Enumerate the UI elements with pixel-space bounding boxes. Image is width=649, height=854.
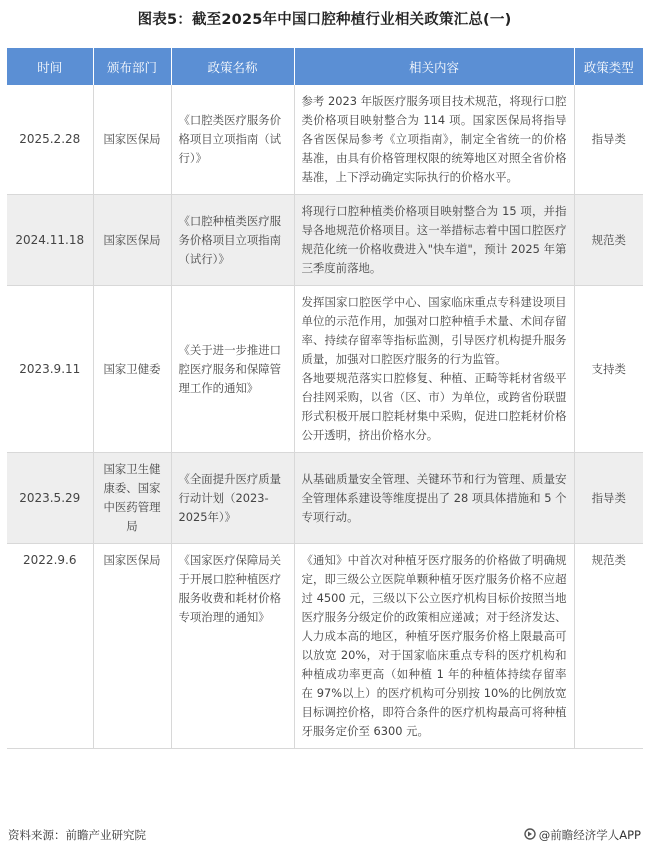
content-paragraph: 参考 2023 年版医疗服务项目技术规范，将现行口腔类价格项目映射整合为 114 项。国家医保局将指导各省医保局参考《立项指南》，制定全省统一的价格基准，由具有价格管理权限的统筹地区对照全省价格基准，上下浮动确定实际执行的价格水平。 xyxy=(301,94,567,184)
header-time: 时间 xyxy=(7,48,93,85)
chart-title: 图表5：截至2025年中国口腔种植行业相关政策汇总(一) xyxy=(137,12,512,28)
cell-policy-name: 《国家医疗保障局关于开展口腔种植医疗服务收费和耗材价格专项治理的通知》 xyxy=(171,544,294,749)
cell-policy-name: 《全面提升医疗质量行动计划（2023-2025年）》 xyxy=(171,453,294,544)
cell-time: 2023.9.11 xyxy=(7,286,93,453)
table-row xyxy=(7,195,643,286)
cell-content xyxy=(294,286,574,453)
cell-type: 指导类 xyxy=(574,85,643,195)
cell-time: 2025.2.28 xyxy=(7,85,93,195)
header-name: 政策名称 xyxy=(171,48,294,85)
table-row xyxy=(7,544,643,749)
source-note: 资料来源：前瞻产业研究院 xyxy=(8,828,146,842)
cell-type: 指导类 xyxy=(574,453,643,544)
cell-policy-name: 《口腔种植类医疗服务价格项目立项指南（试行）》 xyxy=(171,195,294,286)
brand-credit xyxy=(524,827,641,843)
cell-type: 规范类 xyxy=(574,195,643,286)
content-paragraph: 《通知》中首次对种植牙医疗服务的价格做了明确规定，即三级公立医院单颗种植牙医疗服务价格不应超过 4500 元，三级以下公立医疗机构目标价按照当地医疗服务分级定价的政策相应递减；对于经济发达、人力成本高的地区，种植牙医疗服务价格上限最高可以放宽 20%，对于国家临床重点专科的医疗机构和种植成功率更高（如种植 1 年的种植体持续存留率在 97%以上）的医疗机构可分别按 10%的比例放宽目标调控价格，即符合条件的医疗机构最高可将种植牙服务定价至 6300 元。 xyxy=(301,553,567,738)
qianzhan-logo-icon xyxy=(524,828,536,843)
table-row xyxy=(7,453,643,544)
header-type: 政策类型 xyxy=(574,48,643,85)
policy-table xyxy=(7,48,643,749)
cell-content xyxy=(294,453,574,544)
table-header-row xyxy=(7,48,643,85)
content-paragraph: 将现行口腔种植类价格项目映射整合为 15 项，并指导各地规范价格项目。这一举措标志着中国口腔医疗规范化统一价格收费进入"快车道"，预计 2025 年第三季度前落地。 xyxy=(301,204,567,275)
cell-time: 2023.5.29 xyxy=(7,453,93,544)
cell-dept: 国家医保局 xyxy=(93,195,171,286)
cell-dept: 国家医保局 xyxy=(93,544,171,749)
cell-policy-name: 《关于进一步推进口腔医疗服务和保障管理工作的通知》 xyxy=(171,286,294,453)
cell-time: 2024.11.18 xyxy=(7,195,93,286)
cell-policy-name: 《口腔类医疗服务价格项目立项指南（试行）》 xyxy=(171,85,294,195)
brand-label: @前瞻经济学人APP xyxy=(538,828,641,842)
cell-type: 支持类 xyxy=(574,286,643,453)
table-row xyxy=(7,85,643,195)
cell-time: 2022.9.6 xyxy=(7,544,93,749)
cell-dept: 国家卫生健康委、国家中医药管理局 xyxy=(93,453,171,544)
header-content: 相关内容 xyxy=(294,48,574,85)
table-row xyxy=(7,286,643,453)
header-dept: 颁布部门 xyxy=(93,48,171,85)
cell-content xyxy=(294,195,574,286)
cell-content xyxy=(294,85,574,195)
content-paragraph: 发挥国家口腔医学中心、国家临床重点专科建设项目单位的示范作用，加强对口腔种植手术量、术间存留率、持续存留率等指标监测，引导医疗机构提升服务质量，加强对口腔医疗服务的行为监管。 xyxy=(301,295,567,366)
cell-dept: 国家卫健委 xyxy=(93,286,171,453)
content-paragraph: 各地要规范落实口腔修复、种植、正畸等耗材省级平台挂网采购，以省（区、市）为单位，或跨省份联盟形式积极开展口腔耗材集中采购，促进口腔耗材价格公开透明，挤出价格水分。 xyxy=(301,371,567,442)
cell-type: 规范类 xyxy=(574,544,643,749)
content-paragraph: 从基础质量安全管理、关键环节和行为管理、质量安全管理体系建设等维度提出了 28 项具体措施和 5 个专项行动。 xyxy=(301,471,567,524)
cell-dept: 国家医保局 xyxy=(93,85,171,195)
cell-content xyxy=(294,544,574,749)
